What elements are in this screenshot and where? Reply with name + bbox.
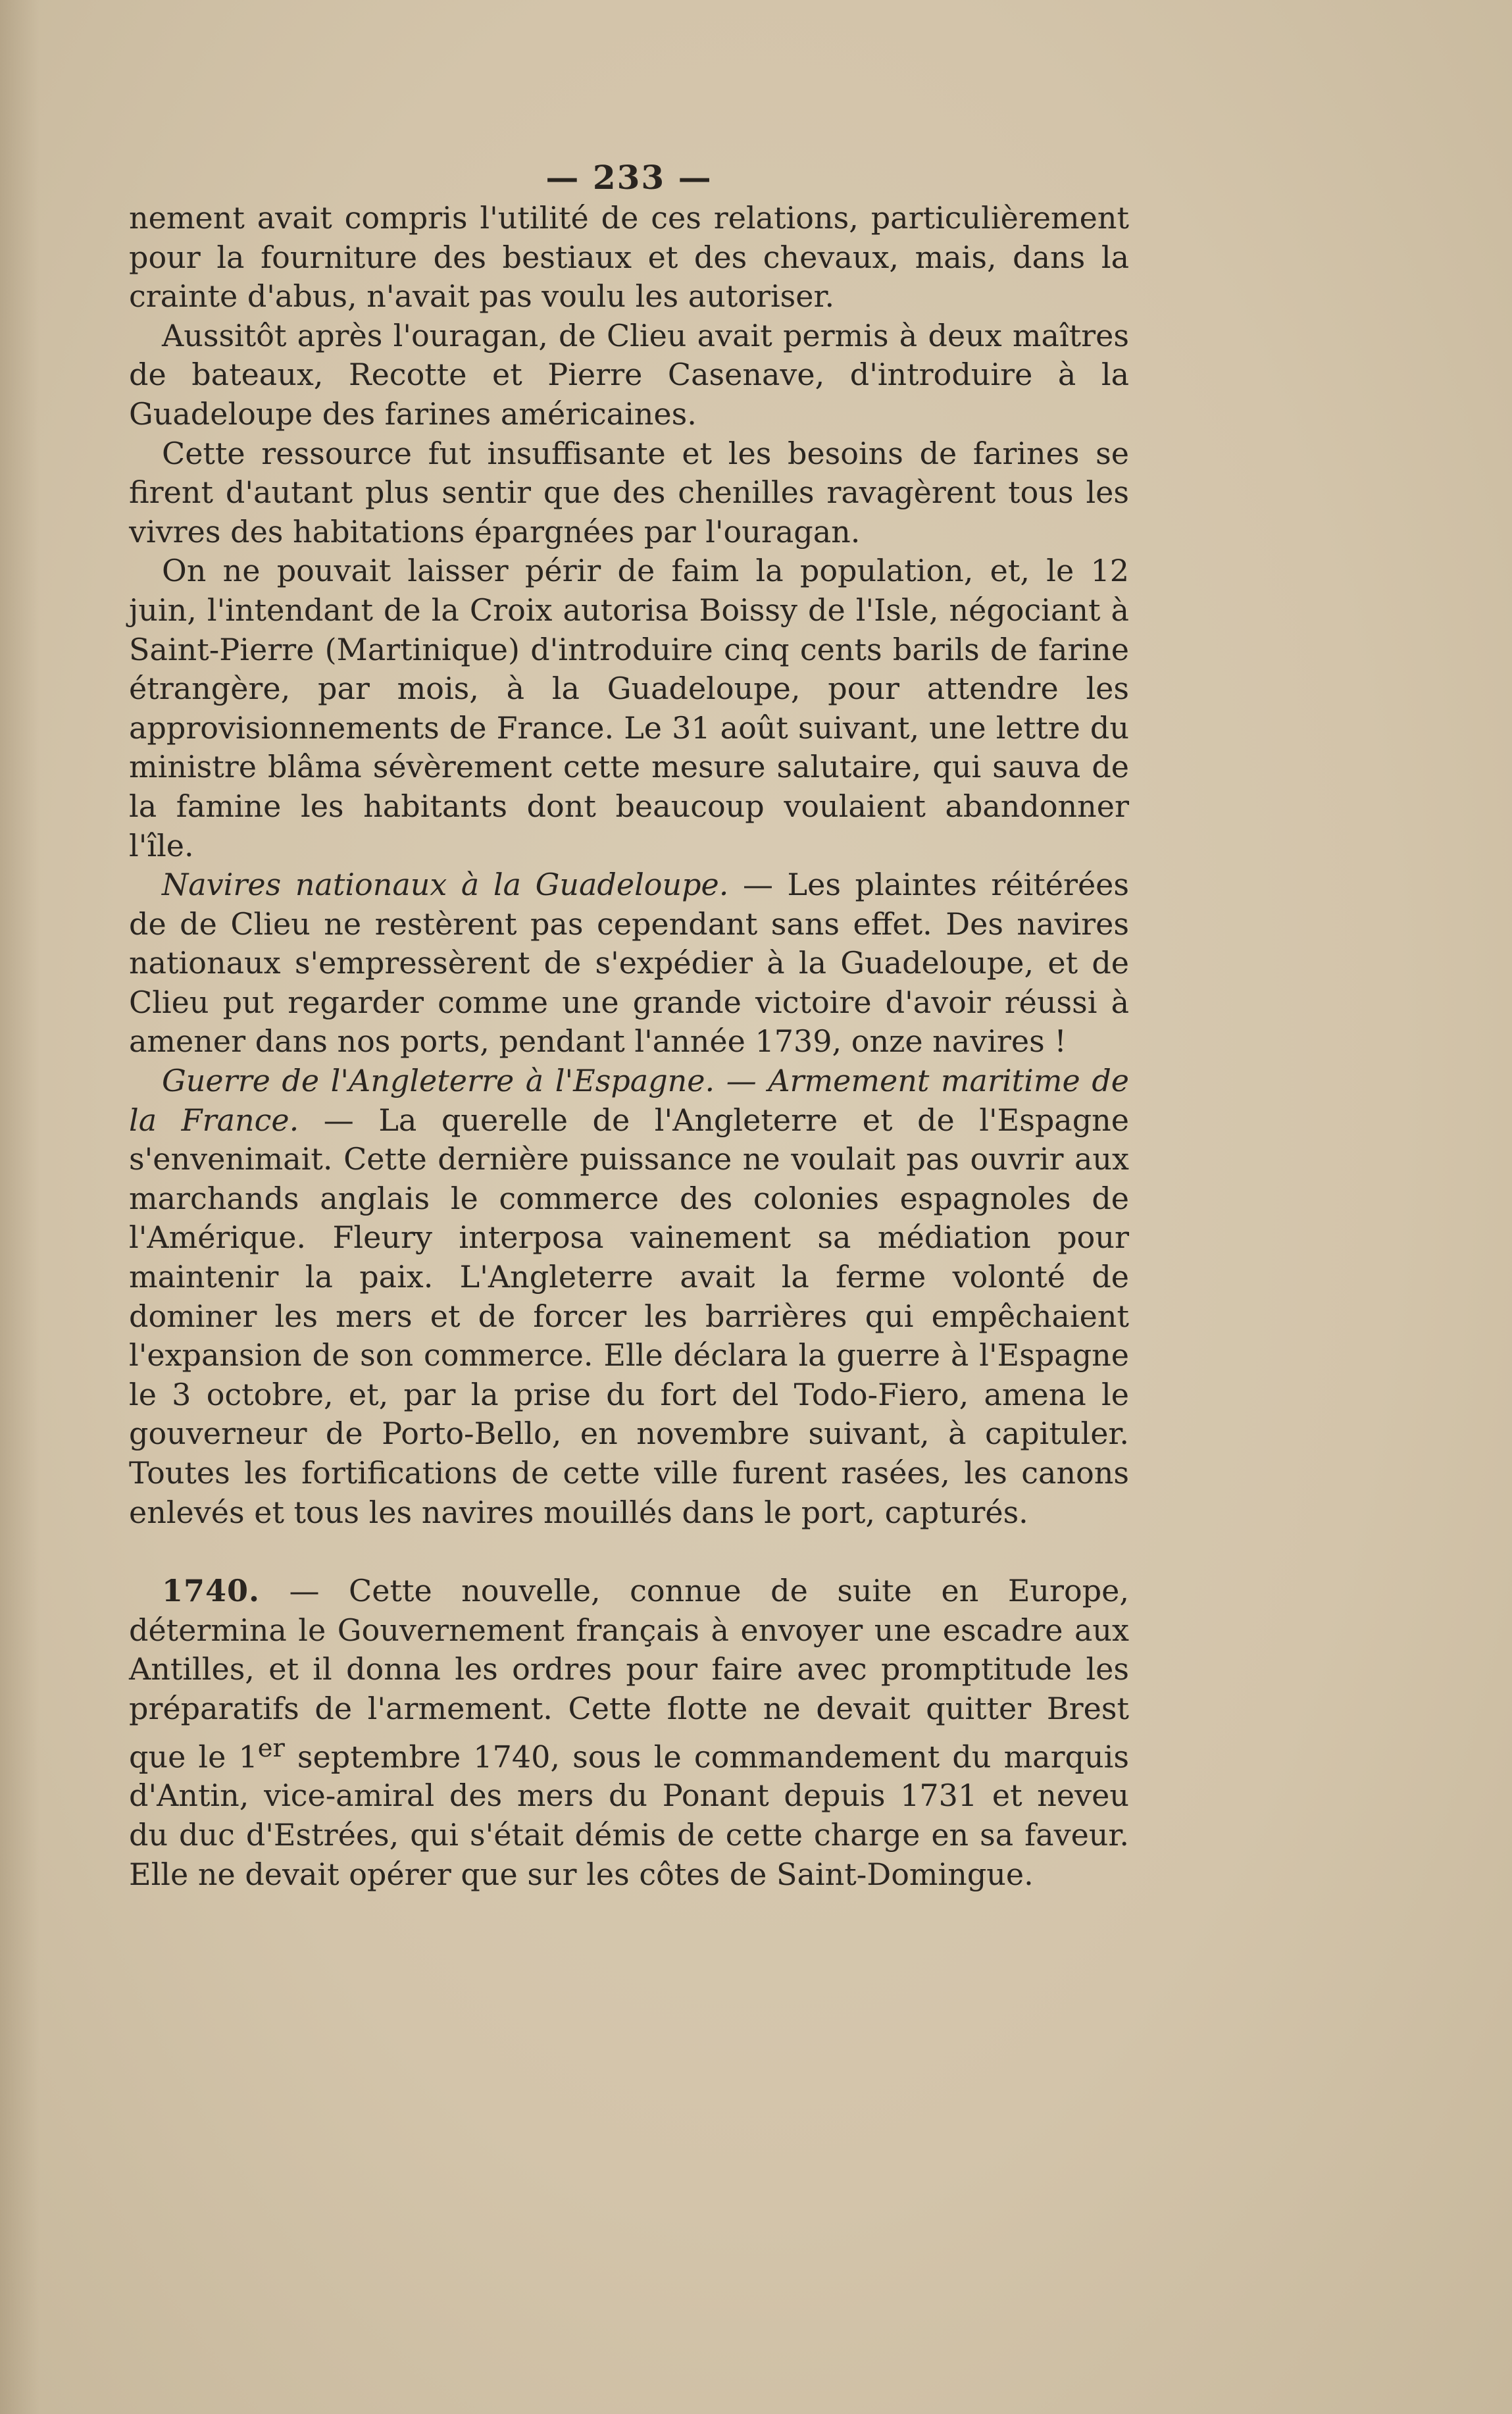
section-gap bbox=[129, 1532, 1129, 1572]
paragraph-famine: On ne pouvait laisser périr de faim la population, et, le 12 juin, l'intendant de la Croix autorisa Boissy de l'Isle, négociant à Saint-Pierre (Martinique) d'introduire cinq cents barils de farine étrangère, par mois, à la Guadeloupe, pour attendre les approvisionnements de France. Le 31 août suivant, une lettre du ministre blâma sévèrement cette mesure salutaire, qui sauva de la famine les habitants dont beaucoup voulaient abandonner l'île. bbox=[129, 553, 1129, 863]
section-heading-guerre: Guerre de l'Angleterre à l'Espagne. — Armement maritime de la France. bbox=[129, 1063, 1129, 1138]
section-text-1740-a: — Cette nouvelle, connue de suite en Europe, détermina le Gouvernement français à envoyer une escadre aux Antilles, et il donna les ordres pour faire avec promptitude les préparatifs de l'armement. Cette flotte ne devait quitter Brest que le 1 bbox=[129, 1573, 1129, 1774]
year-heading: 1740. bbox=[162, 1573, 261, 1609]
superscript-er: er bbox=[257, 1733, 285, 1763]
paragraph-navires bbox=[129, 865, 1129, 1062]
section-text-1740-b: septembre 1740, sous le commandement du marquis d'Antin, vice-amiral des mers du Ponant depuis 1731 et neveu du duc d'Estrées, qui s'était démis de cette charge en sa faveur. Elle ne devait opérer que sur les côtes de Saint-Domingue. bbox=[129, 1738, 1129, 1892]
section-text-guerre: — La querelle de l'Angleterre et de l'Espagne s'envenimait. Cette dernière puissance ne voulait pas ouvrir aux marchands anglais le commerce des colonies espagnoles de l'Amérique. Fleury interposa vainement sa médiation pour maintenir la paix. L'Angleterre avait la ferme volonté de dominer les mers et de forcer les barrières qui empêchaient l'expansion de son commerce. Elle déclara la guerre à l'Espagne le 3 octobre, et, par la prise du fort del Todo-Fiero, amena le gouverneur de Porto-Bello, en novembre suivant, à capituler. Toutes les fortifications de cette ville furent rasées, les canons enlevés et tous les navires mouillés dans le port, capturés. bbox=[129, 1102, 1129, 1530]
paragraph-ouragan: Aussitôt après l'ouragan, de Clieu avait permis à deux maîtres de bateaux, Recotte et Pierre Casenave, d'introduire à la Guadeloupe des farines américaines. bbox=[129, 317, 1129, 432]
paragraph-1740 bbox=[129, 1572, 1129, 1894]
page-number: — 233 — bbox=[545, 158, 713, 197]
paragraph-chenilles: Cette ressource fut insuffisante et les besoins de farines se firent d'autant plus sentir que des chenilles ravagèrent tous les vivres des habitations épargnées par l'ouragan. bbox=[129, 435, 1129, 550]
page-text-block bbox=[129, 158, 1129, 1894]
paragraph-continuation: nement avait compris l'utilité de ces relations, particulièrement pour la fourniture des bestiaux et des chevaux, mais, dans la crainte d'abus, n'avait pas voulu les autoriser. bbox=[129, 200, 1129, 315]
paragraph-guerre bbox=[129, 1062, 1129, 1532]
section-text-navires: — Les plaintes réitérées de de Clieu ne restèrent pas cependant sans effet. Des navires nationaux s'empressèrent de s'expédier à la Guadeloupe, et de Clieu put regarder comme une grande victoire d'avoir réussi à amener dans nos ports, pendant l'année 1739, onze navires ! bbox=[129, 867, 1129, 1060]
page-edge-shadow bbox=[0, 0, 39, 2414]
section-heading-navires: Navires nationaux à la Guadeloupe. bbox=[162, 867, 729, 903]
